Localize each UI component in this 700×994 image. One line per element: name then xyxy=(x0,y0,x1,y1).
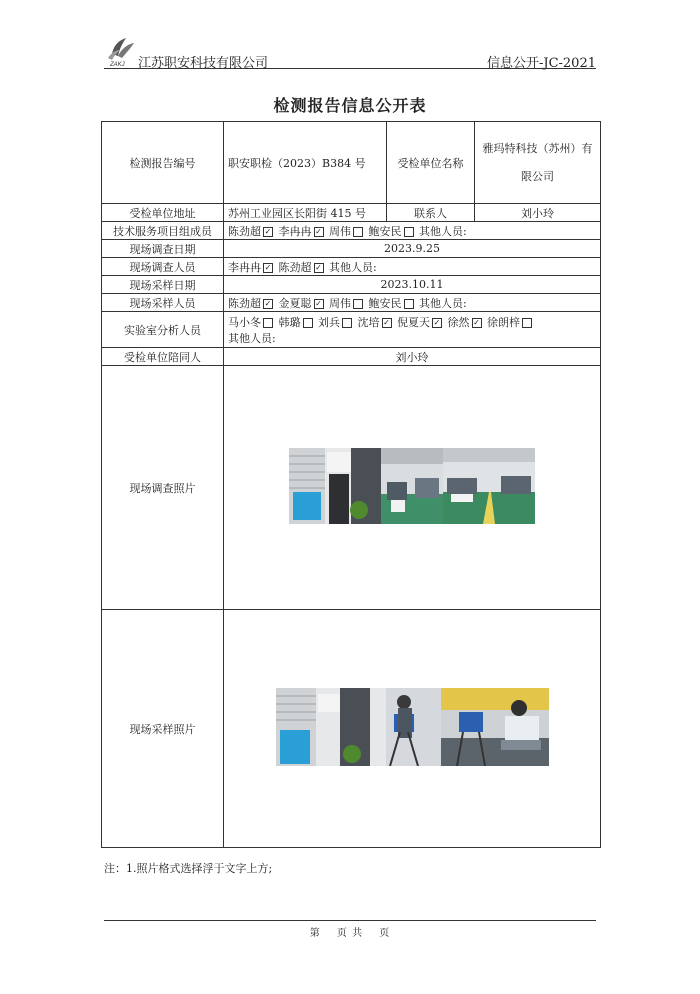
footer-divider xyxy=(104,920,596,921)
escort-label: 受检单位陪同人 xyxy=(102,348,224,366)
table-row xyxy=(102,122,601,204)
survey-photo-workshop-1 xyxy=(381,448,443,524)
checked-box-icon: ✓ xyxy=(264,262,272,272)
page-number xyxy=(0,924,700,939)
report-no-label: 检测报告编号 xyxy=(102,122,224,204)
header-divider xyxy=(104,68,596,69)
survey-photos-cell xyxy=(224,366,601,610)
sampling-photos-cell xyxy=(224,610,601,848)
member-name: 韩璐 xyxy=(278,315,301,329)
member-name: 陈劲超 xyxy=(228,224,261,238)
address-label: 受检单位地址 xyxy=(102,204,224,222)
recipient-label: 受检单位名称 xyxy=(387,122,475,204)
checked-box-icon: ✓ xyxy=(315,298,322,308)
tech-team-label: 技术服务项目组成员 xyxy=(102,222,224,240)
svg-text:ZAKJ: ZAKJ xyxy=(110,62,125,68)
other-staff-label: 其他人员: xyxy=(419,296,467,310)
other-staff-label: 其他人员: xyxy=(228,331,276,345)
lab-staff-members xyxy=(224,312,601,348)
company-logo xyxy=(104,34,138,68)
sampling-photo-1 xyxy=(276,688,441,766)
other-staff-label: 其他人员: xyxy=(419,224,467,238)
other-staff-label: 其他人员: xyxy=(329,260,377,274)
table-row xyxy=(102,348,601,366)
member-name: 周伟 xyxy=(329,296,351,310)
unchecked-box-icon xyxy=(342,318,352,328)
unchecked-box-icon xyxy=(404,299,414,309)
table-row xyxy=(102,258,601,276)
checked-box-icon: ✓ xyxy=(264,298,272,308)
unchecked-box-icon xyxy=(263,318,273,328)
member-name: 倪夏天 xyxy=(397,315,430,329)
member-name: 徐朗梓 xyxy=(487,315,520,329)
unchecked-box-icon xyxy=(353,227,363,237)
member-name: 周伟 xyxy=(329,224,351,238)
survey-date-label: 现场调查日期 xyxy=(102,240,224,258)
survey-date-value: 2023.9.25 xyxy=(224,240,601,258)
member-name: 沈培 xyxy=(357,315,380,329)
sampling-photo-strip xyxy=(276,688,549,766)
page-of-label: 页 共 xyxy=(336,928,364,939)
table-row xyxy=(102,240,601,258)
recipient-value: 雅玛特科技（苏州）有限公司 xyxy=(475,122,601,204)
checked-box-icon: ✓ xyxy=(383,317,390,327)
table-row xyxy=(102,276,601,294)
table-row xyxy=(102,204,601,222)
survey-photo-workshop-2 xyxy=(443,448,535,524)
survey-staff-label: 现场调查人员 xyxy=(102,258,224,276)
member-name: 鲍安民 xyxy=(368,296,402,310)
unchecked-box-icon xyxy=(303,318,313,328)
survey-photo-strip xyxy=(289,448,535,524)
table-row xyxy=(102,222,601,240)
unchecked-box-icon xyxy=(353,299,363,309)
table-row xyxy=(102,312,601,348)
contact-label: 联系人 xyxy=(387,204,475,222)
lab-staff-label: 实验室分析人员 xyxy=(102,312,224,348)
survey-staff-members xyxy=(224,258,601,276)
checked-box-icon: ✓ xyxy=(473,317,480,327)
checked-box-icon: ✓ xyxy=(315,262,322,272)
tech-team-members xyxy=(224,222,601,240)
footnote: 注：1.照片格式选择浮于文字上方; xyxy=(104,862,273,875)
pages-label: 页 xyxy=(379,928,391,939)
sampling-photos-label: 现场采样照片 xyxy=(102,610,224,848)
info-table xyxy=(101,121,601,848)
table-row xyxy=(102,294,601,312)
sampling-staff-label: 现场采样人员 xyxy=(102,294,224,312)
member-name: 李冉冉 xyxy=(228,260,261,274)
checked-box-icon: ✓ xyxy=(433,317,441,327)
sampling-photo-2 xyxy=(441,688,549,766)
survey-photo-building xyxy=(289,448,381,524)
member-name: 陈劲超 xyxy=(278,260,312,274)
page-header xyxy=(104,34,596,71)
table-row xyxy=(102,610,601,848)
unchecked-box-icon xyxy=(404,227,414,237)
member-name: 徐然 xyxy=(447,315,470,329)
member-name: 刘兵 xyxy=(318,315,340,329)
company-name: 江苏职安科技有限公司 xyxy=(138,56,269,71)
address-value: 苏州工业园区长阳街 415 号 xyxy=(224,204,387,222)
sampling-staff-members xyxy=(224,294,601,312)
page-title: 检测报告信息公开表 xyxy=(273,96,427,115)
unchecked-box-icon xyxy=(522,318,532,328)
document-number: 信息公开-JC-2021 xyxy=(486,56,596,71)
member-name: 金夏聪 xyxy=(278,296,312,310)
contact-value: 刘小玲 xyxy=(475,204,601,222)
checked-box-icon: ✓ xyxy=(315,226,322,236)
checked-box-icon: ✓ xyxy=(264,226,272,236)
escort-value: 刘小玲 xyxy=(224,348,601,366)
sampling-date-value: 2023.10.11 xyxy=(224,276,601,294)
report-no-value: 职安职检（2023）B384 号 xyxy=(224,122,387,204)
member-name: 鲍安民 xyxy=(368,224,402,238)
member-name: 李冉冉 xyxy=(278,224,312,238)
table-row xyxy=(102,366,601,610)
member-name: 陈劲超 xyxy=(228,296,261,310)
member-name: 马小冬 xyxy=(228,315,261,329)
page-label: 第 xyxy=(309,928,321,939)
survey-photos-label: 现场调查照片 xyxy=(102,366,224,610)
sampling-date-label: 现场采样日期 xyxy=(102,276,224,294)
